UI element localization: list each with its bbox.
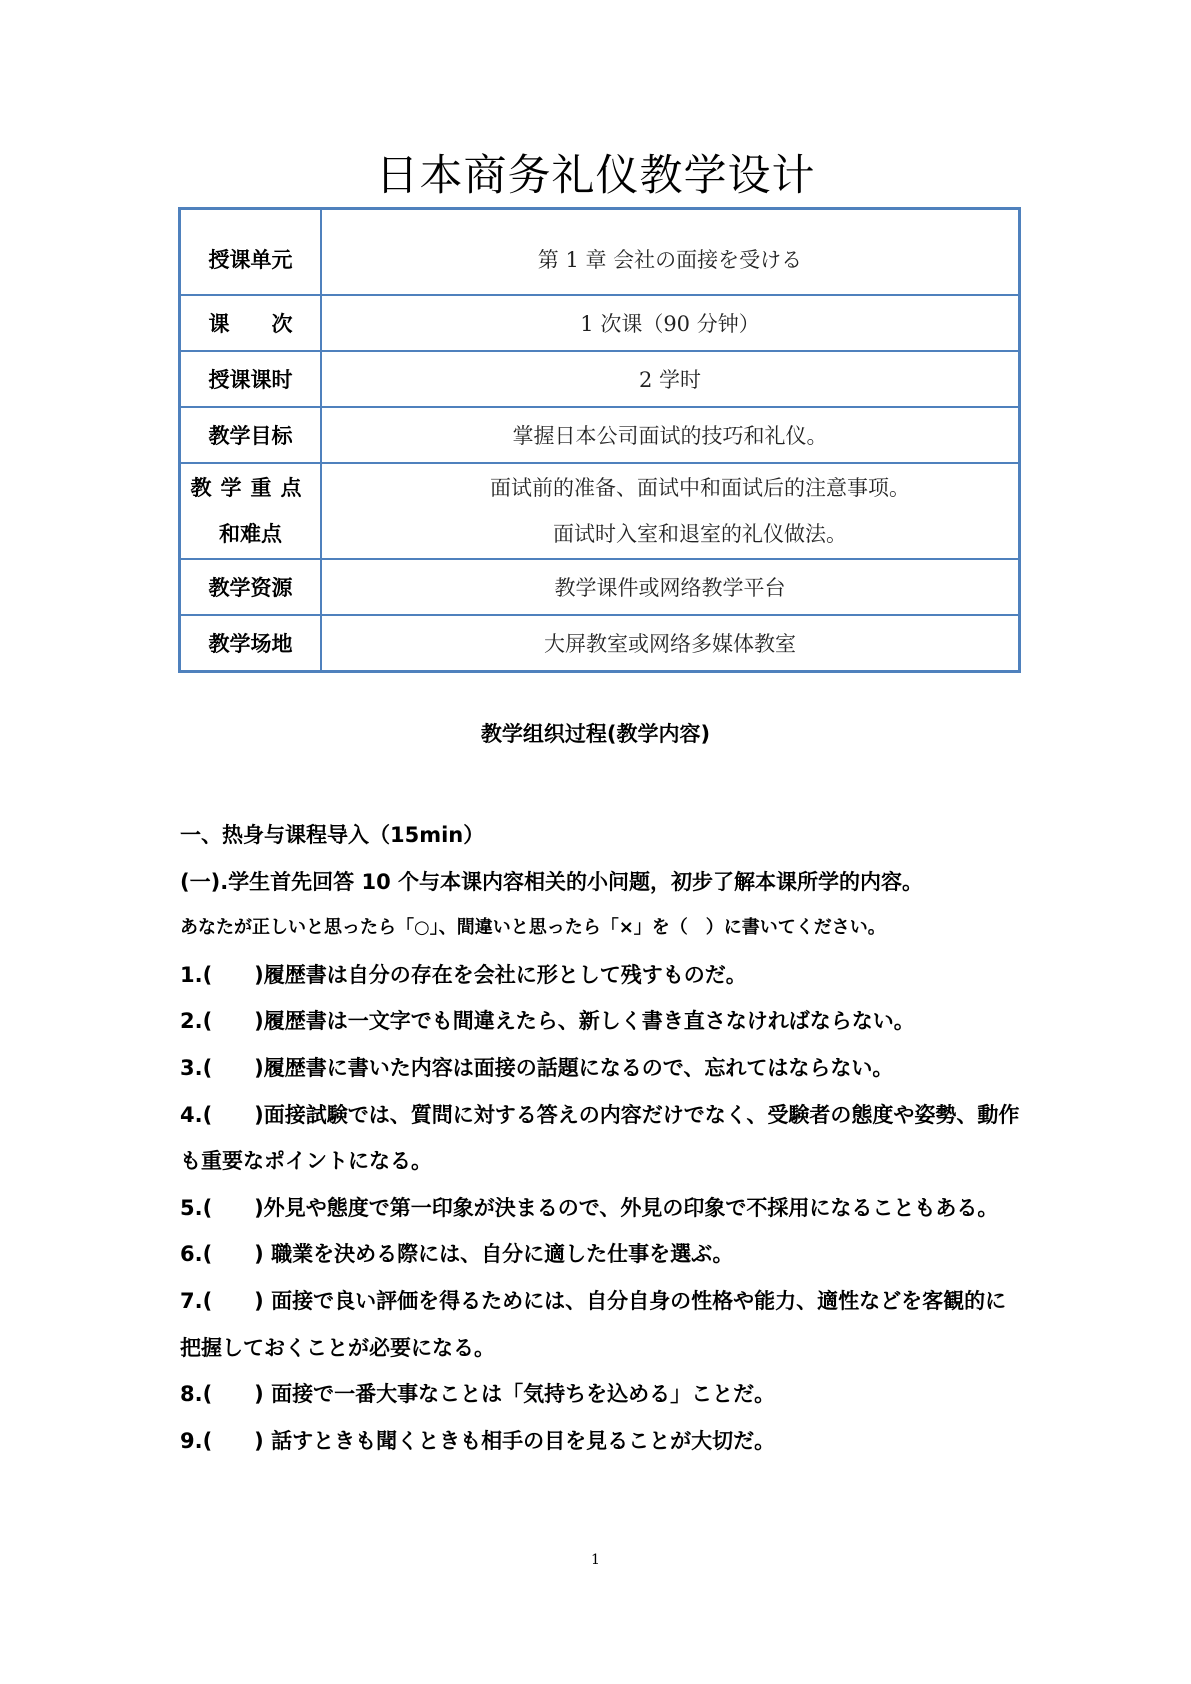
- quiz-question: 1.( )履歴書は自分の存在を会社に形として残すものだ。: [180, 962, 747, 987]
- row-label-hours: 授课课时: [180, 351, 322, 407]
- table-row: [180, 351, 1020, 407]
- lesson-body: [180, 812, 1020, 1464]
- lesson-info-table: [178, 207, 1021, 673]
- quiz-instruction: あなたが正しいと思ったら「○」、間違いと思ったら「×」を（ ）に書いてください。: [180, 917, 886, 939]
- table-row: [180, 463, 1020, 559]
- process-title: 教学组织过程(教学内容): [480, 722, 711, 746]
- document-title: 日本商务礼仪教学设计: [375, 151, 816, 201]
- row-value-resources: 教学课件或网络教学平台: [321, 559, 1020, 615]
- quiz-question: 5.( )外見や態度で第一印象が決まるので、外見の印象で不採用になることもある。: [180, 1195, 999, 1220]
- section-intro: (一).学生首先回答 10 个与本课内容相关的小问题，初步了解本课所学的内容。: [180, 869, 924, 894]
- quiz-question: 4.( )面接試験では、質問に対する答えの内容だけでなく、受験者の態度や姿勢、動作も重要なポイントになる。: [180, 1102, 1020, 1174]
- table-row: [180, 559, 1020, 615]
- quiz-question: 2.( )履歴書は一文字でも間違えたら、新しく書き直さなければならない。: [180, 1009, 915, 1034]
- key-points-label-line2: 和难点: [219, 522, 282, 546]
- row-value-objective: 掌握日本公司面试的技巧和礼仪。: [321, 407, 1020, 463]
- section-heading: 一、热身与课程导入（15min）: [180, 823, 485, 847]
- quiz-question: 9.( ) 話すときも聞くときも相手の目を見ることが大切だ。: [180, 1428, 776, 1453]
- table-row: [180, 209, 1020, 296]
- row-label-unit: 授课单元: [180, 209, 322, 296]
- row-label-session: 课 次: [180, 295, 322, 351]
- quiz-question: 7.( ) 面接で良い評価を得るためには、自分自身の性格や能力、適性などを客観的に把握しておくことが必要になる。: [180, 1288, 1007, 1360]
- page-number: 1: [591, 1552, 600, 1568]
- key-points-value-line1: 面试前的准备、面试中和面试后的注意事项。: [490, 476, 910, 500]
- table-row: [180, 407, 1020, 463]
- row-label-key-points: [180, 463, 322, 559]
- table-row: [180, 615, 1020, 672]
- quiz-question: 8.( ) 面接で一番大事なことは「気持ちを込める」ことだ。: [180, 1382, 776, 1407]
- row-value-hours: 2 学时: [321, 351, 1020, 407]
- row-value-key-points: [321, 463, 1020, 559]
- row-label-venue: 教学场地: [180, 615, 322, 672]
- table-row: [180, 295, 1020, 351]
- row-value-session: 1 次课（90 分钟）: [321, 295, 1020, 351]
- row-label-objective: 教学目标: [180, 407, 322, 463]
- quiz-question: 3.( )履歴書に書いた内容は面接の話題になるので、忘れてはならない。: [180, 1055, 894, 1080]
- key-points-label-line1: 教学重点: [190, 476, 311, 500]
- key-points-value-line2: 面试时入室和退室的礼仪做法。: [553, 522, 847, 546]
- row-value-venue: 大屏教室或网络多媒体教室: [321, 615, 1020, 672]
- quiz-question: 6.( ) 職業を決める際には、自分に適した仕事を選ぶ。: [180, 1242, 734, 1267]
- row-value-unit: 第 1 章 会社の面接を受ける: [321, 209, 1020, 296]
- row-label-resources: 教学资源: [180, 559, 322, 615]
